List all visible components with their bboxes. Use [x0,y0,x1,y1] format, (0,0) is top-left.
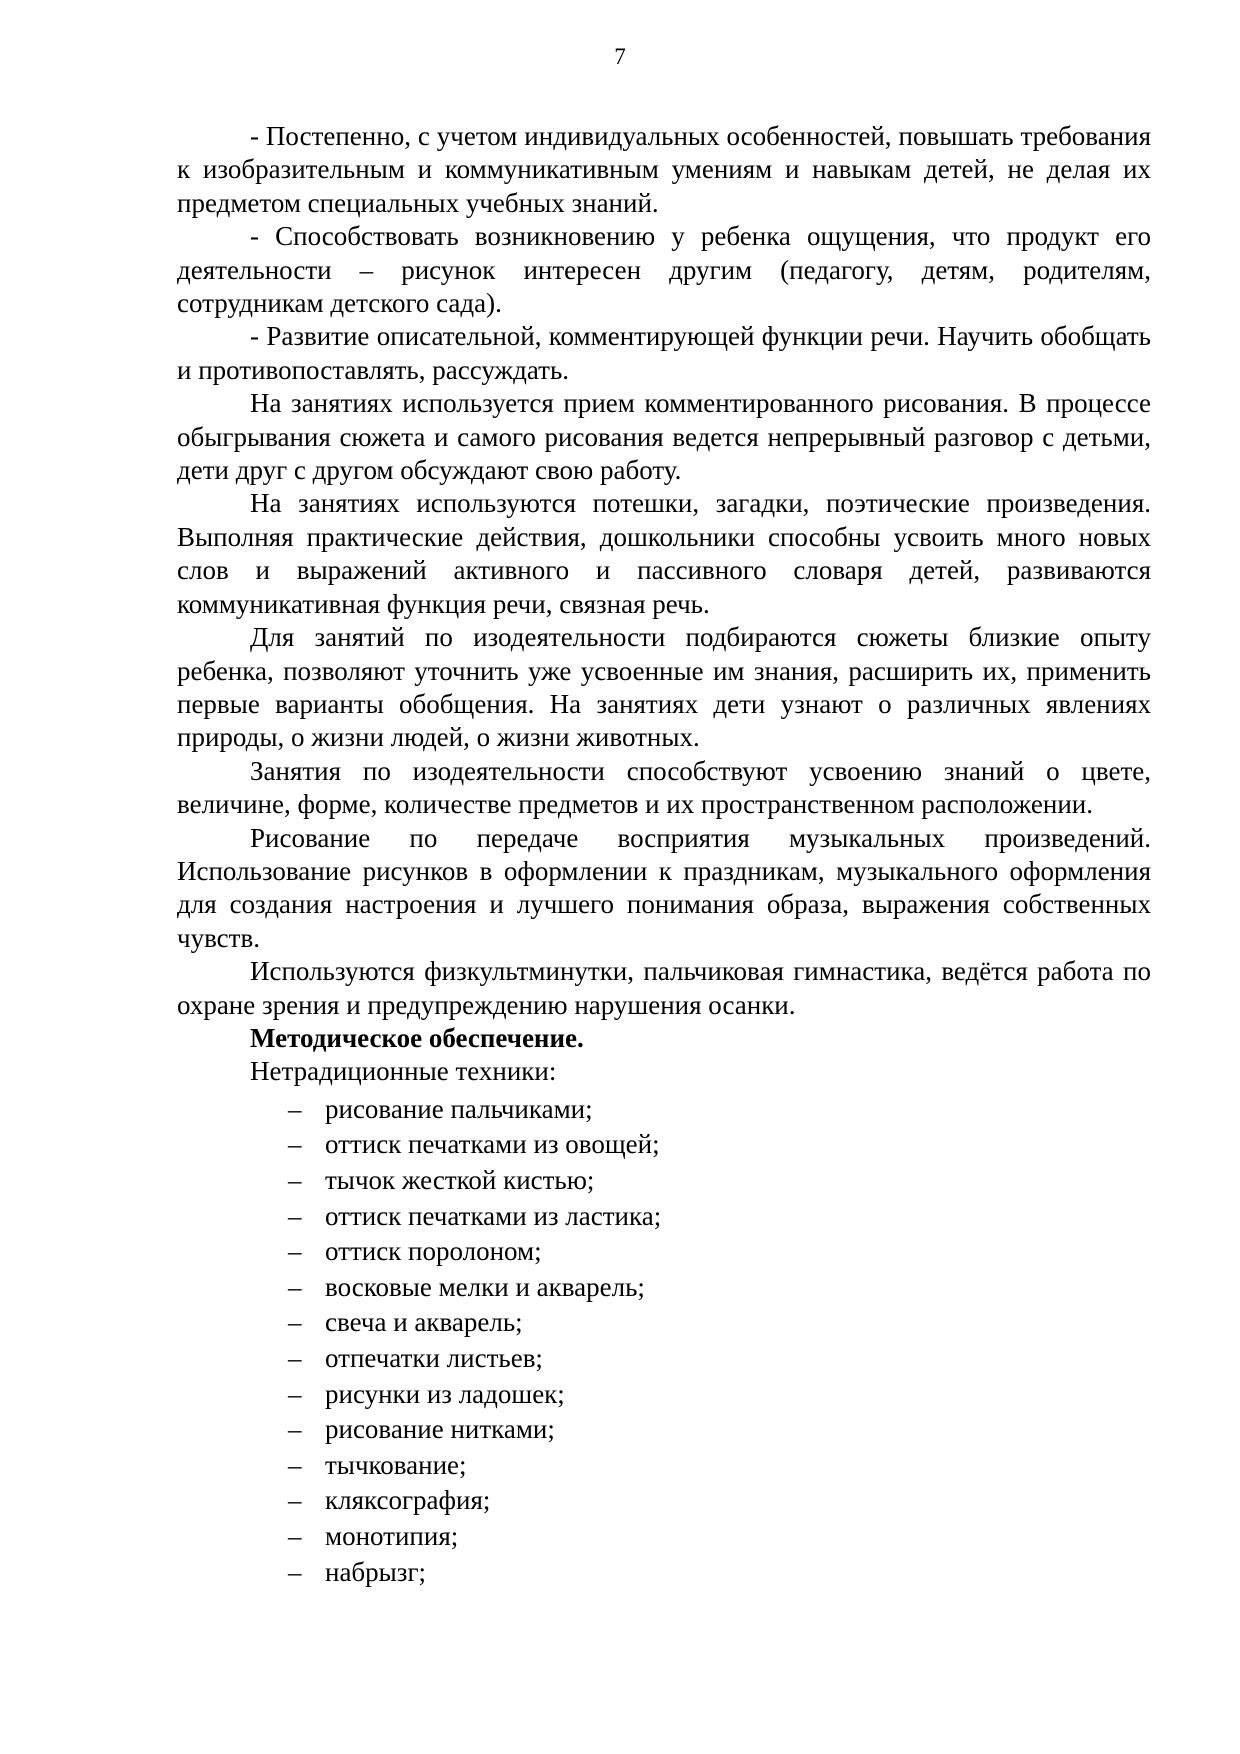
list-item [177,1519,1151,1555]
list-item-text: рисование нитками; [325,1414,555,1445]
list-bullet: – [288,1378,302,1409]
list-item-text: восковые мелки и акварель; [325,1271,645,1302]
techniques-list [177,1092,1151,1590]
section-subheading: Нетрадиционные техники: [250,1056,557,1087]
paragraph-2: - Способствовать возникновению у ребенка ощущения, что продукт его деятельности – рисунок интересен другим (педагогу, детям, родителям, сотрудникам детского сада). [177,221,1151,319]
paragraph-5: На занятиях используются потешки, загадки, поэтические произведения. Выполняя практические действия, дошкольники способны усвоить много новых слов и выражений активного и пассивного словаря детей, развиваются коммуникативная функция речи, связная речь. [177,488,1151,619]
list-item [177,1412,1151,1448]
list-bullet: – [288,1129,302,1160]
list-item-text: оттиск печатками из ластика; [325,1200,662,1231]
list-bullet: – [288,1271,302,1302]
list-bullet: – [288,1520,302,1551]
section-heading: Методическое обеспечение. [250,1022,584,1053]
list-bullet: – [288,1093,302,1124]
list-item-text: набрызг; [325,1556,427,1587]
list-item-text: оттиск печатками из овощей; [325,1129,660,1160]
list-item-text: рисунки из ладошек; [325,1378,565,1409]
list-bullet: – [288,1307,302,1338]
list-item [177,1234,1151,1270]
list-item [177,1163,1151,1199]
paragraph-4: На занятиях используется прием комментированного рисования. В процессе обыгрывания сюжета и самого рисования ведется непрерывный разговор с детьми, дети друг с другом обсуждают свою работу. [177,388,1151,486]
list-bullet: – [288,1556,302,1587]
list-bullet: – [288,1236,302,1267]
list-item-text: отпечатки листьев; [325,1342,543,1373]
page-number: 7 [614,44,626,69]
list-item-text: тычок жесткой кистью; [325,1164,595,1195]
list-item [177,1127,1151,1163]
list-item [177,1377,1151,1413]
paragraph-8: Рисование по передаче восприятия музыкальных произведений. Использование рисунков в оформлении к праздникам, музыкального оформления для создания настроения и лучшего понимания образа, выражения собственных чувств. [177,822,1151,953]
list-item-text: монотипия; [325,1520,459,1551]
list-item-text: рисование пальчиками; [325,1093,593,1124]
list-bullet: – [288,1449,302,1480]
list-item [177,1483,1151,1519]
list-item-text: оттиск поролоном; [325,1236,542,1267]
list-item [177,1305,1151,1341]
paragraph-7: Занятия по изодеятельности способствуют усвоению знаний о цвете, величине, форме, количестве предметов и их пространственном расположении. [177,755,1151,820]
paragraph-3: - Развитие описательной, комментирующей функции речи. Научить обобщать и противопоставлять, рассуждать. [177,321,1151,385]
list-bullet: – [288,1164,302,1195]
list-item-text: тычкование; [325,1449,467,1480]
paragraph-1: - Постепенно, с учетом индивидуальных особенностей, повышать требования к изобразительным и коммуникативным умениям и навыкам детей, не делая их предметом специальных учебных знаний. [177,121,1151,218]
list-item [177,1270,1151,1306]
list-item-text: кляксография; [325,1485,491,1516]
list-item-text: свеча и акварель; [325,1307,523,1338]
list-item [177,1555,1151,1591]
list-bullet: – [288,1414,302,1445]
list-bullet: – [288,1485,302,1516]
list-item [177,1341,1151,1377]
list-bullet: – [288,1342,302,1373]
paragraph-6: Для занятий по изодеятельности подбираются сюжеты близкие опыту ребенка, позволяют уточнить уже усвоенные им знания, расширить их, применить первые варианты обобщения. На занятиях дети узнают о различных явлениях природы, о жизни людей, о жизни животных. [177,622,1151,753]
list-item [177,1092,1151,1128]
list-bullet: – [288,1200,302,1231]
paragraph-9: Используются физкультминутки, пальчиковая гимнастика, ведётся работа по охране зрения и предупреждению нарушения осанки. [177,956,1151,1020]
list-item [177,1448,1151,1484]
body-text [177,120,1151,1590]
list-item [177,1199,1151,1235]
